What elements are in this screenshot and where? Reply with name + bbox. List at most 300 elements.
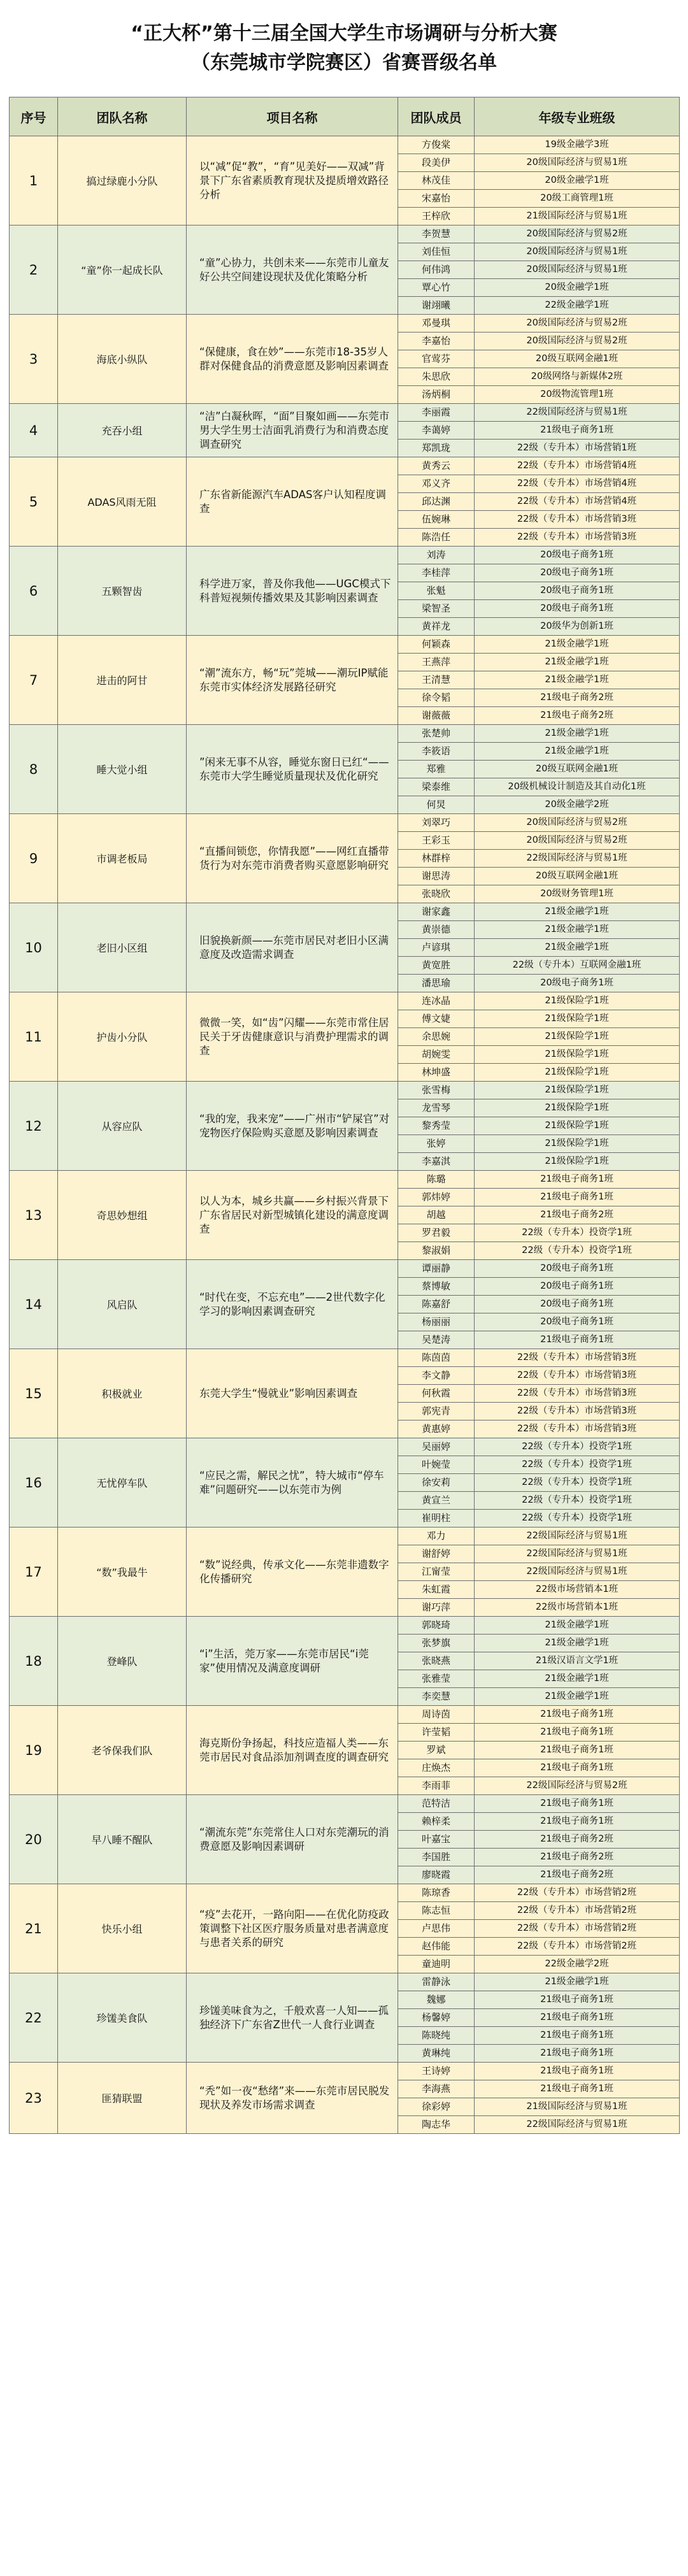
project-name: 以人为本，城乡共赢——乡村振兴背景下广东省居民对新型城镇化建设的满意度调查: [187, 1171, 398, 1260]
member-class: 21级金融学1班: [475, 1670, 680, 1688]
table-header-row: [10, 97, 680, 136]
member-class: 20级电子商务1班: [475, 1278, 680, 1296]
member-class: 21级电子商务2班: [475, 1831, 680, 1849]
member-class: 21级电子商务2班: [475, 707, 680, 725]
member-name: 赵伟能: [398, 1938, 475, 1956]
member-name: 廖晓霞: [398, 1866, 475, 1884]
table-row: [10, 1884, 680, 1902]
member-class: 20级物流管理1班: [475, 386, 680, 404]
member-name: 陈晓纯: [398, 2027, 475, 2045]
member-name: 叶嘉宝: [398, 1831, 475, 1849]
member-class: 20级国际经济与贸易2班: [475, 832, 680, 850]
project-name: 微微一笑，如“齿”闪耀——东莞市常住居民关于牙齿健康意识与消费护理需求的调查: [187, 992, 398, 1082]
member-class: 22级国际经济与贸易1班: [475, 1545, 680, 1563]
member-class: 21级金融学1班: [475, 725, 680, 743]
team-number: 17: [10, 1528, 58, 1617]
team-name: ADAS风雨无阻: [58, 457, 187, 547]
member-name: 傅文婕: [398, 1010, 475, 1028]
member-class: 20级国际经济与贸易2班: [475, 315, 680, 333]
team-number: 19: [10, 1706, 58, 1795]
member-name: 郑雅: [398, 761, 475, 778]
member-class: 21级国际经济与贸易1班: [475, 208, 680, 225]
member-class: 22级国际经济与贸易2班: [475, 1777, 680, 1795]
member-name: 伍婉琳: [398, 511, 475, 529]
member-name: 林茂佳: [398, 172, 475, 190]
member-name: 陈志恒: [398, 1902, 475, 1920]
member-name: 谢翊曦: [398, 297, 475, 315]
member-class: 21级保险学1班: [475, 1117, 680, 1135]
member-name: 童迪明: [398, 1956, 475, 1973]
page-header: [0, 0, 688, 96]
table-row: [10, 2063, 680, 2080]
member-name: 胡越: [398, 1206, 475, 1224]
member-name: 李雨菲: [398, 1777, 475, 1795]
member-name: 谢思涛: [398, 868, 475, 885]
member-class: 22级金融学1班: [475, 297, 680, 315]
member-name: 李嘉淇: [398, 1153, 475, 1171]
member-name: 黄宣兰: [398, 1492, 475, 1510]
team-name: 从容应队: [58, 1082, 187, 1171]
member-class: 21级电子商务2班: [475, 689, 680, 707]
project-name: “潮”流东方，畅“玩”莞城——潮玩IP赋能东莞市实体经济发展路径研究: [187, 636, 398, 725]
team-name: 登峰队: [58, 1617, 187, 1706]
member-name: 郭炜婷: [398, 1189, 475, 1206]
table-row: [10, 1795, 680, 1813]
member-name: 梁智圣: [398, 600, 475, 618]
member-class: 21级电子商务1班: [475, 1331, 680, 1349]
table-row: [10, 1260, 680, 1278]
team-name: 睡大觉小组: [58, 725, 187, 814]
member-class: 22级（专升本）市场营销1班: [475, 440, 680, 457]
member-name: 刘翠巧: [398, 814, 475, 832]
member-class: 22级（专升本）市场营销3班: [475, 1349, 680, 1367]
member-class: 20级电子商务1班: [475, 1260, 680, 1278]
project-name: 旧貌换新颜——东莞市居民对老旧小区满意度及改造需求调查: [187, 903, 398, 992]
member-name: 官莺芬: [398, 350, 475, 368]
team-number: 13: [10, 1171, 58, 1260]
team-name: 奇思妙想组: [58, 1171, 187, 1260]
member-class: 21级保险学1班: [475, 1010, 680, 1028]
member-class: 21级电子商务1班: [475, 2009, 680, 2027]
member-name: 谢薇薇: [398, 707, 475, 725]
member-name: 杨馨婷: [398, 2009, 475, 2027]
table-row: [10, 136, 680, 154]
member-name: 徐令韬: [398, 689, 475, 707]
member-class: 20级互联网金融1班: [475, 761, 680, 778]
member-name: 江甯莹: [398, 1563, 475, 1581]
table-row: [10, 1082, 680, 1099]
member-class: 20级网络与新媒体2班: [475, 368, 680, 386]
column-header-class: 年级专业班级: [475, 97, 680, 136]
member-name: 罗君毅: [398, 1224, 475, 1242]
team-name: 护齿小分队: [58, 992, 187, 1082]
table-row: [10, 225, 680, 243]
project-name: 珍馐美味食为之，千般欢喜一人知——孤独经济下广东省Z世代一人食行业调查: [187, 1973, 398, 2063]
member-class: 22级（专升本）投资学1班: [475, 1492, 680, 1510]
member-class: 20级电子商务1班: [475, 975, 680, 992]
member-class: 21级电子商务1班: [475, 1189, 680, 1206]
member-name: 刘佳恒: [398, 243, 475, 261]
member-class: 22级（专升本）市场营销3班: [475, 1385, 680, 1403]
member-name: 谢家鑫: [398, 903, 475, 921]
member-class: 22级（专升本）市场营销4班: [475, 457, 680, 475]
member-class: 21级电子商务2班: [475, 1206, 680, 1224]
member-name: 许莹韬: [398, 1724, 475, 1742]
member-name: 何秋霞: [398, 1385, 475, 1403]
member-class: 22级（专升本）市场营销3班: [475, 511, 680, 529]
team-number: 20: [10, 1795, 58, 1884]
team-name: 匪猜联盟: [58, 2063, 187, 2134]
team-name: 老旧小区组: [58, 903, 187, 992]
project-name: “疫”去花开，一路向阳——在优化防疫政策调整下社区医疗服务质量对患者满意度与患者关系的研究: [187, 1884, 398, 1973]
team-number: 11: [10, 992, 58, 1082]
member-name: 黄惠婷: [398, 1420, 475, 1438]
team-number: 5: [10, 457, 58, 547]
project-name: “洁”白凝秋晖，“面”目聚如画——东莞市男大学生男士洁面乳消费行为和消费态度调查研究: [187, 404, 398, 457]
member-name: 何炅: [398, 796, 475, 814]
member-class: 21级电子商务2班: [475, 1849, 680, 1866]
member-class: 21级金融学1班: [475, 1688, 680, 1706]
table-row: [10, 547, 680, 564]
member-class: 20级互联网金融1班: [475, 350, 680, 368]
member-class: 21级电子商务1班: [475, 1171, 680, 1189]
team-name: 珍馐美食队: [58, 1973, 187, 2063]
project-name: “i”生活，莞万家——东莞市居民“i莞家”使用情况及满意度调研: [187, 1617, 398, 1706]
member-name: 卢思伟: [398, 1920, 475, 1938]
member-class: 21级金融学1班: [475, 743, 680, 761]
member-class: 21级电子商务1班: [475, 1742, 680, 1759]
member-class: 21级电子商务2班: [475, 1866, 680, 1884]
member-name: 谭丽静: [398, 1260, 475, 1278]
table-body: [10, 136, 680, 2134]
member-name: 罗斌: [398, 1742, 475, 1759]
team-name: 积极就业: [58, 1349, 187, 1438]
member-name: 潘思瑜: [398, 975, 475, 992]
member-name: 张婷: [398, 1135, 475, 1153]
team-name: 早八睡不醒队: [58, 1795, 187, 1884]
member-name: 徐彩婷: [398, 2098, 475, 2116]
member-name: 朱虹霞: [398, 1581, 475, 1599]
member-name: 覃心竹: [398, 279, 475, 297]
team-name: 海底小纵队: [58, 315, 187, 404]
member-name: 张雅莹: [398, 1670, 475, 1688]
member-name: 邓义齐: [398, 475, 475, 493]
table-row: [10, 636, 680, 654]
table-row: [10, 457, 680, 475]
table-row: [10, 1349, 680, 1367]
member-name: 张魁: [398, 582, 475, 600]
member-class: 21级保险学1班: [475, 1064, 680, 1082]
member-name: 刘涛: [398, 547, 475, 564]
member-name: 陈茵茵: [398, 1349, 475, 1367]
member-name: 王梓欣: [398, 208, 475, 225]
project-name: 以“减”促“教”，“育”见美好——双减”背景下广东省素质教育现状及提质增效路径分析: [187, 136, 398, 225]
member-class: 22级（专升本）市场营销3班: [475, 1403, 680, 1420]
team-number: 23: [10, 2063, 58, 2134]
table-row: [10, 1617, 680, 1635]
member-name: 何颖森: [398, 636, 475, 654]
member-name: 杨丽丽: [398, 1313, 475, 1331]
member-class: 20级金融学1班: [475, 172, 680, 190]
team-number: 8: [10, 725, 58, 814]
member-name: 吴楚涛: [398, 1331, 475, 1349]
team-name: 充吞小组: [58, 404, 187, 457]
project-name: “数”说经典，传承文化——东莞非遗数字化传播研究: [187, 1528, 398, 1617]
member-class: 21级电子商务1班: [475, 1706, 680, 1724]
member-name: 陈浩任: [398, 529, 475, 547]
member-name: 黎淑娟: [398, 1242, 475, 1260]
member-class: 21级电子商务1班: [475, 1813, 680, 1831]
member-class: 22级（专升本）市场营销4班: [475, 475, 680, 493]
table-row: [10, 1706, 680, 1724]
member-class: 21级金融学1班: [475, 903, 680, 921]
member-class: 21级电子商务1班: [475, 2045, 680, 2063]
table-row: [10, 1973, 680, 1991]
column-header-no: 序号: [10, 97, 58, 136]
member-name: 魏娜: [398, 1991, 475, 2009]
project-name: 科学进万家，普及你我他——UGC模式下科普短视频传播效果及其影响因素调查: [187, 547, 398, 636]
member-name: 叶婉莹: [398, 1456, 475, 1474]
member-class: 21级保险学1班: [475, 1135, 680, 1153]
member-class: 21级电子商务1班: [475, 2063, 680, 2080]
member-name: 李丽霞: [398, 404, 475, 422]
member-class: 20级华为创新1班: [475, 618, 680, 636]
project-name: “我的宠，我来宠”——广州市“铲屎官”对宠物医疗保险购买意愿及影响因素调查: [187, 1082, 398, 1171]
member-class: 20级国际经济与贸易2班: [475, 814, 680, 832]
member-class: 22级国际经济与贸易1班: [475, 2116, 680, 2134]
member-class: 22级（专升本）投资学1班: [475, 1456, 680, 1474]
team-name: 搞过绿鹿小分队: [58, 136, 187, 225]
member-class: 22级金融学2班: [475, 1956, 680, 1973]
team-number: 12: [10, 1082, 58, 1171]
member-name: 宋嘉怡: [398, 190, 475, 208]
member-name: 黄崇德: [398, 921, 475, 939]
member-class: 21级电子商务1班: [475, 1724, 680, 1742]
member-class: 22级（专升本）投资学1班: [475, 1474, 680, 1492]
member-class: 19级金融学3班: [475, 136, 680, 154]
member-class: 22级国际经济与贸易1班: [475, 1528, 680, 1545]
member-name: 李筱语: [398, 743, 475, 761]
member-name: 卢谚琪: [398, 939, 475, 957]
team-number: 14: [10, 1260, 58, 1349]
project-name: “时代在变，不忘充电”——2世代数字化学习的影响因素调查研究: [187, 1260, 398, 1349]
member-name: 李桂萍: [398, 564, 475, 582]
project-name: “应民之需，解民之忧”，特大城市“停车难”问题研究——以东莞市为例: [187, 1438, 398, 1528]
member-class: 22级（专升本）市场营销2班: [475, 1920, 680, 1938]
member-class: 22级国际经济与贸易1班: [475, 404, 680, 422]
member-name: 朱思欣: [398, 368, 475, 386]
member-name: 雷静泳: [398, 1973, 475, 1991]
project-name: 广东省新能源汽车ADAS客户认知程度调查: [187, 457, 398, 547]
team-name: 无忧停车队: [58, 1438, 187, 1528]
member-class: 22级（专升本）市场营销3班: [475, 529, 680, 547]
member-name: 王彩玉: [398, 832, 475, 850]
member-name: 张晓欣: [398, 885, 475, 903]
member-name: 邱达渊: [398, 493, 475, 511]
member-class: 21级电子商务1班: [475, 2080, 680, 2098]
member-class: 21级金融学1班: [475, 1973, 680, 1991]
team-name: 进击的阿甘: [58, 636, 187, 725]
member-name: 黄琳纯: [398, 2045, 475, 2063]
table-row: [10, 992, 680, 1010]
member-name: 林坤盛: [398, 1064, 475, 1082]
member-class: 21级电子商务1班: [475, 1991, 680, 2009]
member-class: 22级（专升本）市场营销3班: [475, 1420, 680, 1438]
member-class: 22级市场营销本1班: [475, 1581, 680, 1599]
member-class: 21级金融学1班: [475, 654, 680, 671]
team-number: 1: [10, 136, 58, 225]
member-class: 20级电子商务1班: [475, 1313, 680, 1331]
member-class: 22级国际经济与贸易1班: [475, 1563, 680, 1581]
member-class: 21级保险学1班: [475, 1153, 680, 1171]
member-class: 22级市场营销本1班: [475, 1599, 680, 1617]
member-class: 20级电子商务1班: [475, 1296, 680, 1313]
member-name: 方俊棠: [398, 136, 475, 154]
member-name: 崔明柱: [398, 1510, 475, 1528]
member-class: 20级国际经济与贸易1班: [475, 154, 680, 172]
member-name: 张雪梅: [398, 1082, 475, 1099]
member-name: 龙雪琴: [398, 1099, 475, 1117]
member-class: 21级汉语言文学1班: [475, 1652, 680, 1670]
member-class: 22级（专升本）市场营销2班: [475, 1902, 680, 1920]
table-row: [10, 903, 680, 921]
project-name: ”闲来无事不从容，睡觉东窗日已红“——东莞市大学生睡觉质量现状及优化研究: [187, 725, 398, 814]
table-row: [10, 315, 680, 333]
member-class: 20级工商管理1班: [475, 190, 680, 208]
member-name: 黄祥龙: [398, 618, 475, 636]
results-table-container: [9, 97, 679, 2134]
member-name: 陈琼香: [398, 1884, 475, 1902]
member-class: 20级电子商务1班: [475, 564, 680, 582]
project-name: “童”心协力，共创未来——东莞市儿童友好公共空间建设现状及优化策略分析: [187, 225, 398, 315]
member-name: 连冰晶: [398, 992, 475, 1010]
table-row: [10, 1438, 680, 1456]
member-name: 李国胜: [398, 1849, 475, 1866]
member-name: 范特洁: [398, 1795, 475, 1813]
member-class: 21级电子商务1班: [475, 422, 680, 440]
member-class: 22级（专升本）市场营销3班: [475, 1367, 680, 1385]
member-class: 20级财务管理1班: [475, 885, 680, 903]
member-class: 21级保险学1班: [475, 1046, 680, 1064]
member-class: 20级互联网金融1班: [475, 868, 680, 885]
member-class: 20级金融学2班: [475, 796, 680, 814]
member-name: 郑凯珑: [398, 440, 475, 457]
member-class: 20级国际经济与贸易1班: [475, 261, 680, 279]
table-row: [10, 1528, 680, 1545]
member-name: 汤炳桐: [398, 386, 475, 404]
member-class: 22级（专升本）投资学1班: [475, 1438, 680, 1456]
column-header-project: 项目名称: [187, 97, 398, 136]
member-name: 陈嘉舒: [398, 1296, 475, 1313]
member-class: 21级国际经济与贸易1班: [475, 2098, 680, 2116]
member-class: 21级保险学1班: [475, 1028, 680, 1046]
member-name: 王清慧: [398, 671, 475, 689]
member-name: 黄宽胜: [398, 957, 475, 975]
project-name: “秃”如一夜“愁绪”来——东莞市居民脱发现状及养发市场需求调查: [187, 2063, 398, 2134]
member-name: 王燕萍: [398, 654, 475, 671]
page-subtitle: （东莞城市学院赛区）省赛晋级名单: [191, 52, 497, 74]
member-class: 20级电子商务1班: [475, 547, 680, 564]
team-number: 4: [10, 404, 58, 457]
member-name: 李文静: [398, 1367, 475, 1385]
member-name: 黎秀莹: [398, 1117, 475, 1135]
team-number: 21: [10, 1884, 58, 1973]
table-row: [10, 1171, 680, 1189]
page-title: “正大杯”第十三届全国大学生市场调研与分析大赛: [131, 22, 557, 45]
member-name: 胡婉雯: [398, 1046, 475, 1064]
table-row: [10, 404, 680, 422]
member-name: 何伟鸿: [398, 261, 475, 279]
member-class: 21级金融学1班: [475, 636, 680, 654]
member-class: 21级金融学1班: [475, 671, 680, 689]
team-name: 市调老板局: [58, 814, 187, 903]
member-class: 20级电子商务1班: [475, 582, 680, 600]
member-name: 谢舒婷: [398, 1545, 475, 1563]
member-name: 陶志华: [398, 2116, 475, 2134]
project-name: “潮流东莞”东莞常住人口对东莞潮玩的消费意愿及影响因素调研: [187, 1795, 398, 1884]
team-number: 10: [10, 903, 58, 992]
member-name: 李蔼婷: [398, 422, 475, 440]
team-number: 22: [10, 1973, 58, 2063]
member-name: 李奕慧: [398, 1688, 475, 1706]
team-name: 快乐小组: [58, 1884, 187, 1973]
member-name: 林群梓: [398, 850, 475, 868]
team-name: “数”我最牛: [58, 1528, 187, 1617]
member-name: 邓曼琪: [398, 315, 475, 333]
member-class: 22级（专升本）市场营销4班: [475, 493, 680, 511]
member-class: 22级（专升本）互联网金融1班: [475, 957, 680, 975]
team-name: 老爷保我们队: [58, 1706, 187, 1795]
member-class: 21级电子商务1班: [475, 1795, 680, 1813]
member-name: 谢巧萍: [398, 1599, 475, 1617]
member-class: 21级金融学1班: [475, 1617, 680, 1635]
team-number: 6: [10, 547, 58, 636]
member-class: 22级（专升本）投资学1班: [475, 1224, 680, 1242]
member-class: 21级保险学1班: [475, 1082, 680, 1099]
member-class: 22级国际经济与贸易1班: [475, 850, 680, 868]
member-class: 22级（专升本）市场营销2班: [475, 1884, 680, 1902]
member-class: 21级保险学1班: [475, 1099, 680, 1117]
member-name: 余思婉: [398, 1028, 475, 1046]
member-name: 张晓燕: [398, 1652, 475, 1670]
project-name: “直播间锁您，你情我愿”——网红直播带货行为对东莞市消费者购买意愿影响研究: [187, 814, 398, 903]
column-header-members: 团队成员: [398, 97, 475, 136]
team-name: 风启队: [58, 1260, 187, 1349]
team-number: 16: [10, 1438, 58, 1528]
member-name: 陈璐: [398, 1171, 475, 1189]
member-class: 22级（专升本）市场营销2班: [475, 1938, 680, 1956]
member-name: 徐安莉: [398, 1474, 475, 1492]
member-name: 郭宪青: [398, 1403, 475, 1420]
team-number: 3: [10, 315, 58, 404]
member-class: 20级国际经济与贸易2班: [475, 225, 680, 243]
member-class: 20级国际经济与贸易1班: [475, 243, 680, 261]
member-class: 20级金融学1班: [475, 279, 680, 297]
table-row: [10, 725, 680, 743]
member-class: 21级金融学1班: [475, 921, 680, 939]
member-class: 21级电子商务1班: [475, 2027, 680, 2045]
team-number: 7: [10, 636, 58, 725]
member-name: 王诗婷: [398, 2063, 475, 2080]
project-name: 海克斯份争扬起，科技应造福人类——东莞市居民对食品添加剂调查度的调查研究: [187, 1706, 398, 1795]
team-number: 2: [10, 225, 58, 315]
member-class: 21级金融学1班: [475, 1635, 680, 1652]
member-class: 21级金融学1班: [475, 939, 680, 957]
member-class: 20级机械设计制造及其自动化1班: [475, 778, 680, 796]
member-name: 梁泰维: [398, 778, 475, 796]
member-name: 蔡博敏: [398, 1278, 475, 1296]
member-name: 段美伊: [398, 154, 475, 172]
